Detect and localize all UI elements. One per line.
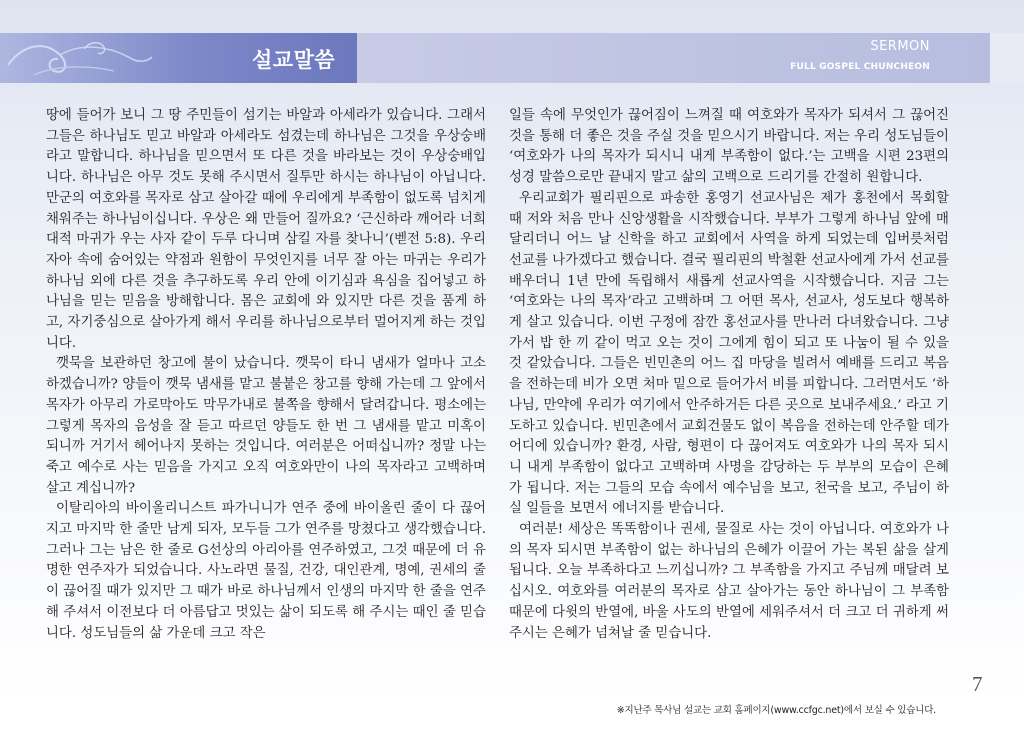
paragraph: 일들 속에 무엇인가 끊어짐이 느껴질 때 여호와가 목자가 되셔서 그 끊어진 것을 통해 더 좋은 것을 주실 것을 믿으시기 바랍니다. 저는 우리 성도님들이 ‘여호와가 나의 목자가 되시니 내게 부족함이 없다.’는 고백을 시편 23편의 성경 말씀으로만 끝내지 말고 삶의 고백으로 드리기를 간절히 원합니다. xyxy=(509,108,949,186)
header-tail xyxy=(990,33,1024,83)
paragraph: 이탈리아의 바이올리니스트 파가니니가 연주 중에 바이올린 줄이 다 끊어지고 마지막 한 줄만 남게 되자, 모두들 그가 연주를 망쳤다고 생각했습니다. 그러나 그는 남은 한 줄로 G선상의 아리아를 연주하였고, 그것 때문에 더 유명한 연주자가 되었습니다. 사노라면 물질, 건강, 대인관계, 명예, 권세의 줄이 끊어질 때가 있지만 그 때가 바로 하나님께서 인생의 마지막 한 줄을 연주해 주셔서 이전보다 더 아름답고 멋있는 삶이 되도록 해 주시는 때인 줄 믿습니다. 성도님들의 삶 가운데 크고 작은 xyxy=(46,501,486,641)
footnote: ※지난주 목사님 설교는 교회 홈페이지(www.ccfgc.net)에서 보실 수 있습니다. xyxy=(616,705,936,716)
church-label: FULL GOSPEL CHUNCHEON xyxy=(790,62,930,72)
section-title: 설교말씀 xyxy=(252,48,336,72)
section-header xyxy=(0,33,1024,83)
sermon-text-right-column xyxy=(509,106,949,686)
paragraph: 땅에 들어가 보니 그 땅 주민들이 섬기는 바알과 아세라가 있습니다. 그래서 그들은 하나님도 믿고 바알과 아세라도 섬겼는데 하나님은 그것을 우상숭배라고 말합니다. 하나님을 믿으면서 또 다른 것을 바라보는 것이 우상숭배입니다. 하나님은 아무 것도 못해 주시면서 질투만 하시는 하나님이 아닙니다. 만군의 여호와를 목자로 삼고 살아갈 때에 우리에게 부족함이 없도록 넘치게 채워주는 하나님이십니다. 우상은 왜 만들어 질까요? ‘근신하라 깨어라 너희 대적 마귀가 우는 사자 같이 두루 다니며 삼킬 자를 찾나니’(벧전 5:8). 우리 자아 속에 숨어있는 약점과 원함이 무엇인지를 너무 잘 아는 마귀는 우리가 하나님 외에 다른 것을 추구하도록 우리 안에 이기심과 욕심을 집어넣고 하나님을 믿는 믿음을 방해합니다. 몸은 교회에 와 있지만 다른 것을 품게 하고, 자기중심으로 살아가게 해서 우리를 하나님으로부터 멀어지게 하는 것입니다. xyxy=(46,108,486,351)
paragraph: 우리교회가 필리핀으로 파송한 홍영기 선교사님은 제가 홍천에서 목회할 때 저와 처음 만나 신앙생활을 시작했습니다. 부부가 그렇게 하나님 앞에 매달리더니 어느 날 신학을 하고 교회에서 사역을 하게 되었는데 입버릇처럼 선교를 나가겠다고 했습니다. 결국 필리핀의 박철환 선교사에게 가서 선교를 배우더니 1년 만에 독립해서 새롭게 선교사역을 시작했습니다. 지금 그는 ‘여호와는 나의 목자’라고 고백하며 그 어떤 목사, 선교사, 성도보다 행복하게 살고 있습니다. 이번 구정에 잠깐 홍선교사를 만나러 다녀왔습니다. 그냥 가서 밥 한 끼 같이 먹고 오는 것이 그에게 힘이 되고 또 나눔이 될 수 있을 것 같았습니다. 그들은 빈민촌의 어느 집 마당을 빌려서 예배를 드리고 복음을 전하는데 비가 오면 처마 밑으로 들어가서 비를 피합니다. 그러면서도 ‘하나님, 만약에 우리가 여기에서 안주하거든 다른 곳으로 보내주세요.’ 라고 기도하고 있습니다. 빈민촌에서 교회건물도 없이 복음을 전하는데 안주할 데가 어디에 있습니까? 환경, 사람, 형편이 다 끊어져도 여호와가 나의 목자 되시니 내게 부족함이 없다고 고백하며 사명을 감당하는 두 부부의 모습이 은혜가 됩니다. 저는 그들의 모습 속에서 예수님을 보고, 천국을 보고, 주님이 하실 일들을 보면서 에너지를 받습니다. xyxy=(509,190,949,517)
sermon-text-left-column xyxy=(46,106,486,686)
header-title-band xyxy=(0,33,357,83)
paragraph: 깻묵을 보관하던 창고에 불이 났습니다. 깻묵이 타니 냄새가 얼마나 고소하겠습니까? 양들이 깻묵 냄새를 맡고 불붙은 창고를 향해 가는데 그 앞에서 목자가 아무리 가로막아도 막무가내로 불쪽을 향해서 달려갑니다. 평소에는 그렇게 목자의 음성을 잘 듣고 따르던 양들도 한 번 그 냄새를 맡고 미혹이 되니까 거기서 헤어나지 못하는 것입니다. 여러분은 어떠십니까? 정말 나는 죽고 예수로 사는 믿음을 가지고 오직 여호와만이 나의 목자라고 고백하며 살고 계십니까? xyxy=(46,356,486,496)
sermon-label: SERMON xyxy=(870,39,930,54)
header-info-band xyxy=(357,33,990,83)
swirl-ornament-icon xyxy=(4,35,154,81)
paragraph: 여러분! 세상은 똑똑함이나 권세, 물질로 사는 것이 아닙니다. 여호와가 나의 목자 되시면 부족함이 없는 하나님의 은혜가 이끌어 가는 복된 삶을 살게 됩니다. 오늘 부족하다고 느끼십니까? 그 부족함을 가지고 주님께 매달려 보십시오. 여호와를 여러분의 목자로 삼고 살아가는 동안 하나님이 그 부족함 때문에 다윗의 반열에, 바울 사도의 반열에 세워주셔서 더 크고 더 귀하게 써 주시는 은혜가 넘쳐날 줄 믿습니다. xyxy=(509,522,949,641)
page-number: 7 xyxy=(972,672,983,696)
